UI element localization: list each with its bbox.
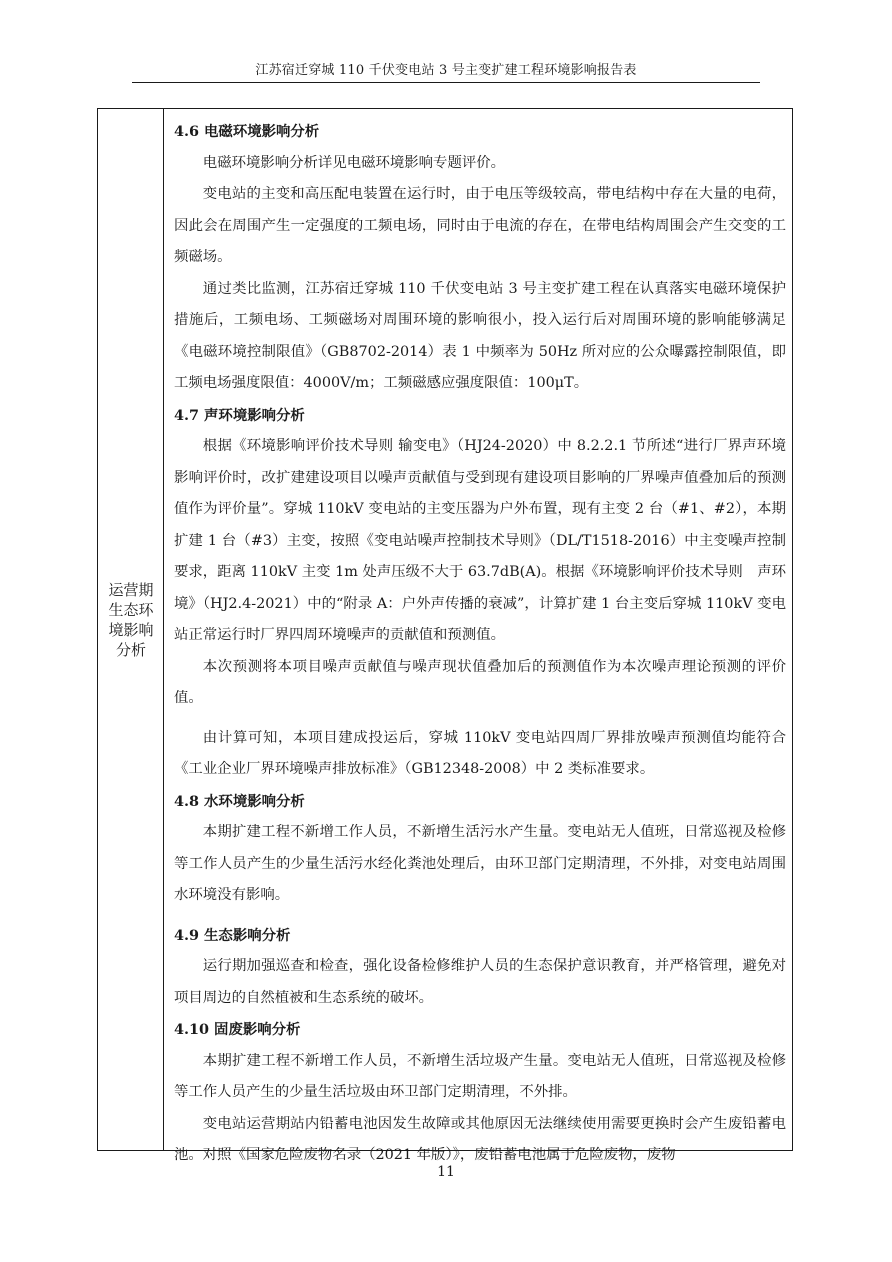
paragraph: 变电站的主变和高压配电装置在运行时，由于电压等级较高，带电结构中存在大量的电荷，因此会在周围产生一定强度的工频电场，同时由于电流的存在，在带电结构周围会产生交变的工频磁场。 [174,186,786,265]
row-label-line: 生态环 [108,601,154,619]
spacer [174,912,786,920]
paragraph: 根据《环境影响评价技术导则 输变电》（HJ24-2020）中 8.2.2.1 节所述“进行厂界声环境影响评价时，改扩建建设项目以噪声贡献值与受到现有建设项目影响的厂界噪声值叠加后的预测值作为评价量”。穿城 110kV 变电站的主变压器为户外布置，现有主变 2 台（#1、#2），本期扩建 1 台（#3）主变，按照《变电站噪声控制技术导则》（DL/T1518-2016）中主变噪声控制要求，距离 110kV 主变 1m 处声压级不大于 63.7dB(A)。根据《环境影响评价技术导则 声环境》（HJ2.4-2021）中的“附录 A：户外声传播的衰减”，计算扩建 1 台主变后穿城 110kV 变电站正常运行时厂界四周环境噪声的贡献值和预测值。 [174,438,786,643]
row-label-line: 境影响 [108,621,154,639]
section-heading-4-8: 4.8 水环境影响分析 [174,792,305,810]
paragraph: 通过类比监测，江苏宿迁穿城 110 千伏变电站 3 号主变扩建工程在认真落实电磁环境保护措施后，工频电场、工频磁场对周围环境的影响很小，投入运行后对周围环境的影响能够满足《电磁环境控制限值》（GB8702-2014）表 1 中频率为 50Hz 所对应的公众曝露控制限值，即工频电场强度限值：4000V/m；工频磁感应强度限值：100μT。 [174,280,786,391]
report-table [97,108,793,1163]
row-label-line: 分析 [115,641,146,659]
row-label [98,580,164,660]
row-label-cell [98,109,164,1150]
spacer [174,715,786,723]
paragraph: 本期扩建工程不新增工作人员，不新增生活污水产生量。变电站无人值班，日常巡视及检修等工作人员产生的少量生活污水经化粪池处理后，由环卫部门定期清理，不外排，对变电站周围水环境没有影响。 [174,824,786,903]
paragraph: 变电站运营期站内铅蓄电池因发生故障或其他原因无法继续使用需要更换时会产生废铅蓄电池。对照《国家危险废物名录（2021 年版）》，废铅蓄电池属于危险废物，废物 [174,1115,786,1163]
section-heading-4-10: 4.10 固废影响分析 [174,1021,301,1038]
page-number: 11 [437,1164,455,1180]
paragraph: 本次预测将本项目噪声贡献值与噪声现状值叠加后的预测值作为本次噪声理论预测的评价值。 [174,658,786,706]
section-heading-4-9: 4.9 生态影响分析 [174,926,291,944]
paragraph: 由计算可知，本项目建成投运后，穿城 110kV 变电站四周厂界排放噪声预测值均能符合《工业企业厂界环境噪声排放标准》（GB12348-2008）中 2 类标准要求。 [174,729,786,777]
row-label-line: 运营期 [108,581,154,599]
paragraph: 电磁环境影响分析详见电磁环境影响专题评价。 [202,154,506,171]
header-divider [132,82,760,83]
section-heading-4-7: 4.7 声环境影响分析 [174,406,305,424]
content-cell [174,116,786,1172]
paragraph: 本期扩建工程不新增工作人员，不新增生活垃圾产生量。变电站无人值班，日常巡视及检修等工作人员产生的少量生活垃圾由环卫部门定期清理，不外排。 [174,1052,786,1100]
paragraph: 运行期加强巡查和检查，强化设备检修维护人员的生态保护意识教育，并严格管理，避免对项目周边的自然植被和生态系统的破坏。 [174,958,786,1006]
section-heading-4-6: 4.6 电磁环境影响分析 [174,123,320,140]
page-header-title: 江苏宿迁穿城 110 千伏变电站 3 号主变扩建工程环境影响报告表 [255,63,637,78]
